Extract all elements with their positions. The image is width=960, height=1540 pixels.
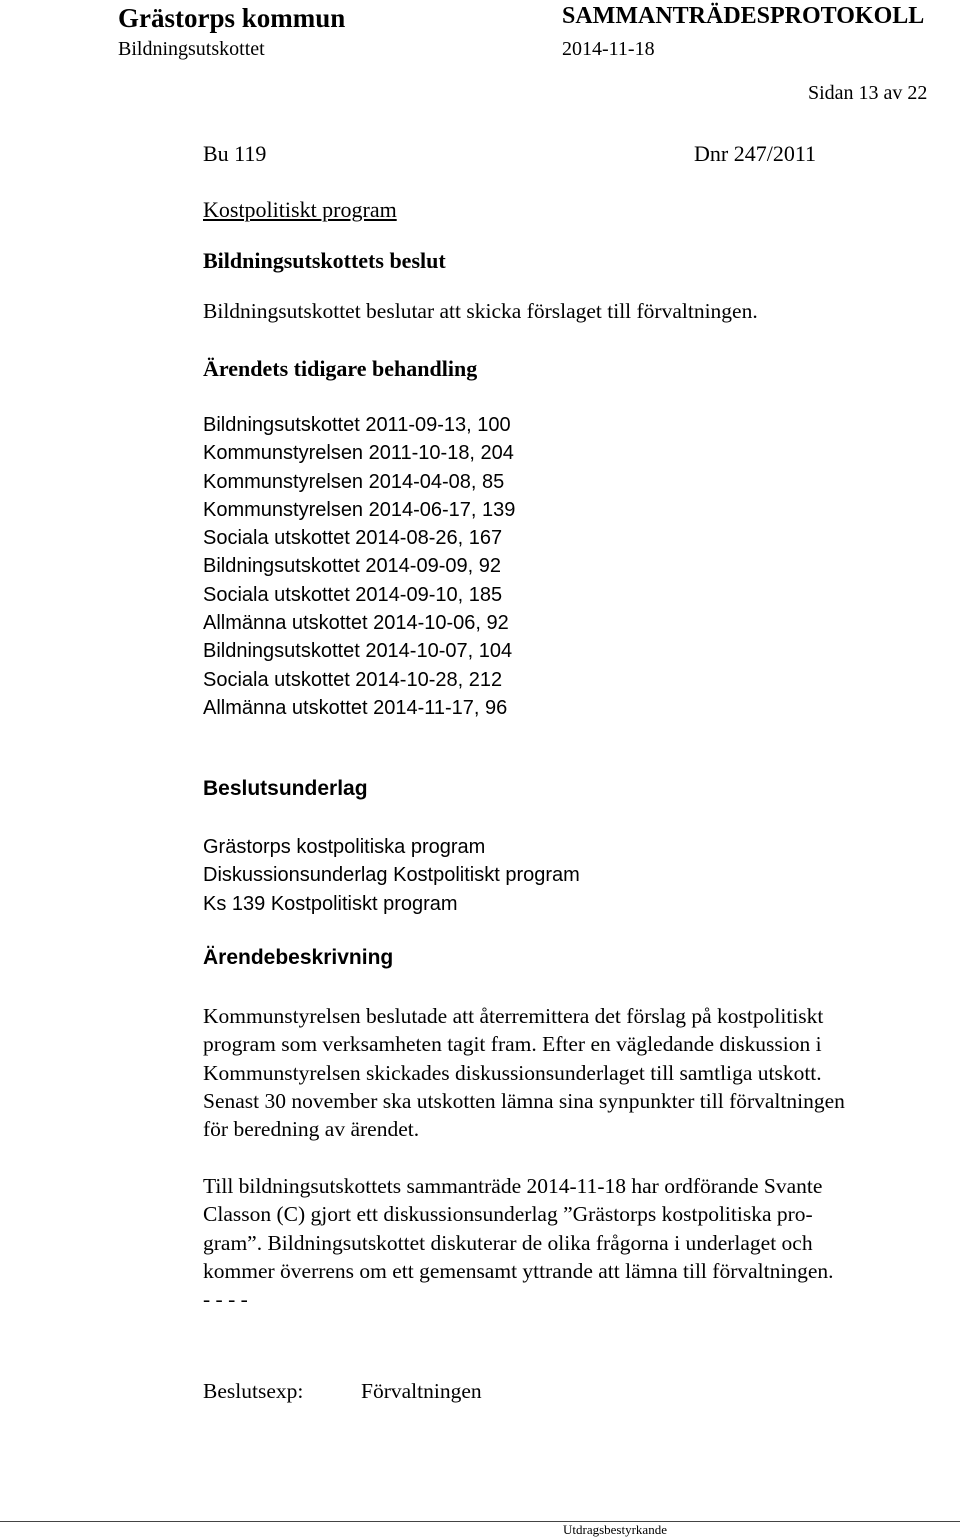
description-paragraph-2 — [203, 1172, 943, 1313]
history-heading: Ärendets tidigare behandling — [203, 356, 478, 381]
page-number: Sidan 13 av 22 — [808, 82, 928, 104]
list-item: Grästorps kostpolitiska program — [203, 836, 486, 858]
list-item: Ks 139 Kostpolitiskt program — [203, 892, 458, 915]
list-item: Kommunstyrelsen 2014-04-08, 85 — [203, 470, 505, 493]
list-item: Bildningsutskottet 2011-09-13, 100 — [203, 414, 511, 436]
list-item: Kommunstyrelsen 2011-10-18, 204 — [203, 442, 514, 465]
description-heading: Ärendebeskrivning — [203, 946, 394, 969]
paragraph-line: för beredning av ärendet. — [203, 1117, 420, 1142]
paragraph-line: Kommunstyrelsen skickades diskussionsunderlaget till samtliga utskott. — [203, 1060, 822, 1085]
end-marker: - - - - — [203, 1287, 248, 1312]
basis-heading: Beslutsunderlag — [203, 777, 368, 800]
committee-name: Bildningsutskottet — [118, 38, 265, 60]
paragraph-line: gram”. Bildningsutskottet diskuterar de olika frågorna i underlaget och — [203, 1230, 813, 1255]
paragraph-line: Kommunstyrelsen beslutade att återremittera det förslag på kostpolitiskt — [203, 1004, 824, 1028]
list-item: Sociala utskottet 2014-08-26, 167 — [203, 527, 503, 550]
protocol-title: SAMMANTRÄDESPROTOKOLL — [562, 3, 925, 29]
municipality-name: Grästorps kommun — [118, 3, 346, 33]
meeting-date: 2014-11-18 — [562, 38, 655, 60]
list-item: Allmänna utskottet 2014-11-17, 96 — [203, 696, 508, 719]
list-item: Bildningsutskottet 2014-09-09, 92 — [203, 555, 501, 578]
list-item: Sociala utskottet 2014-09-10, 185 — [203, 583, 503, 606]
certification-label: Utdragsbestyrkande — [563, 1522, 667, 1537]
basis-list — [203, 833, 580, 918]
list-item: Sociala utskottet 2014-10-28, 212 — [203, 668, 503, 691]
decision-heading: Bildningsutskottets beslut — [203, 248, 446, 273]
diary-number: Dnr 247/2011 — [694, 141, 817, 166]
footer-divider — [0, 1521, 960, 1522]
paragraph-line: Senast 30 november ska utskotten lämna sina synpunkter till förvaltningen — [203, 1088, 845, 1113]
dispatch-label: Beslutsexp: — [203, 1379, 304, 1403]
paragraph-line: Classon (C) gjort ett diskussionsunderlag ”Grästorps kostpolitiska pro- — [203, 1202, 813, 1227]
case-subject: Kostpolitiskt program — [203, 197, 397, 222]
list-item: Kommunstyrelsen 2014-06-17, 139 — [203, 498, 516, 521]
history-list — [203, 411, 515, 722]
decision-text: Bildningsutskottet beslutar att skicka förslaget till förvaltningen. — [203, 299, 758, 323]
paragraph-line: Till bildningsutskottets sammanträde 2014-11-18 har ordförande Svante — [203, 1174, 823, 1198]
list-item: Allmänna utskottet 2014-10-06, 92 — [203, 612, 509, 635]
description-paragraph-1 — [203, 1002, 943, 1143]
paragraph-line: program som verksamheten tagit fram. Efter en vägledande diskussion i — [203, 1032, 822, 1057]
paragraph-line: kommer överrens om ett gemensamt yttrande att lämna till förvaltningen. — [203, 1258, 834, 1283]
paragraph-reference: Bu 119 — [203, 141, 267, 166]
list-item: Diskussionsunderlag Kostpolitiskt program — [203, 864, 580, 887]
list-item: Bildningsutskottet 2014-10-07, 104 — [203, 640, 513, 663]
dispatch-recipient: Förvaltningen — [361, 1379, 482, 1403]
